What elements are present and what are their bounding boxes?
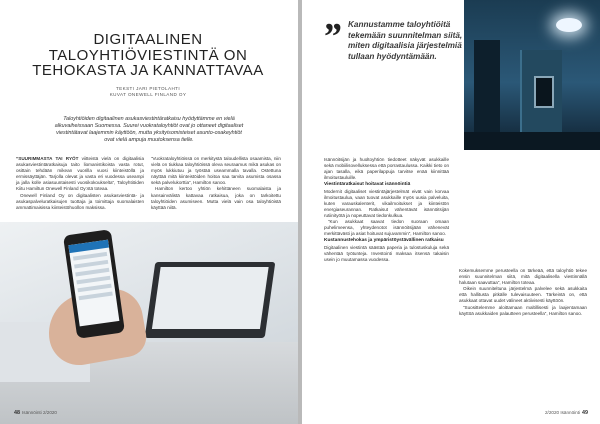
subheading: Viestintäratkaisut hoitavat isännöintiä bbox=[324, 182, 411, 188]
folio-text: Isännöinti 2/2020 bbox=[22, 410, 57, 415]
page-number: 48 bbox=[14, 410, 20, 416]
page-number: 49 bbox=[582, 410, 588, 416]
paragraph-text: viitteistä vielä on digitaalisia asukasviestintäratkaisuja taito liomanistikoista vasta rotut, osittain tehdään mikean vuorilla vuosi kiinteistöllä ja ermissäyttäjän. Tarjolla olevat ja vasta eri vuodessa useampi ja jalla kolle asiasuuntaisesti vuosikokoukselta”, Taloyhtiöiden Kiitu Hamiltun Onewell Finland Oy:stä toteaa. bbox=[16, 156, 144, 192]
paragraph-text: Hamilton kertoo yhtiön kehittäneen suomalaista ja kansainvälistä kattavaa ratkaisua, joka on tarkoitettu taloyhtiöiden asumiseen. Mutta vielä vain osa taloyhtiöistä käyttää niitä. bbox=[151, 186, 281, 210]
paragraph bbox=[324, 189, 449, 219]
paragraph-text: ”Suosittelemme aloittamaan maltillisesti ja laajentamaan käyttöä asukkaiden palautteen perusteella”, Hamilton sanoo. bbox=[459, 304, 587, 316]
paragraph-text: ”Kun asukkaat saavat tiedon suoraan omaan puhelimeensa, yhteydenotot isännöitsijään vähenevät merkittävästi ja asiat hoituvat sujuvammin”, Hamilton sanoo. bbox=[324, 219, 449, 237]
laptop-shape bbox=[145, 262, 276, 338]
phone-screen bbox=[68, 240, 119, 327]
quote-mark-icon: ” bbox=[322, 16, 338, 58]
right-page bbox=[302, 0, 600, 424]
phone-line bbox=[74, 260, 108, 269]
paragraph bbox=[459, 268, 587, 286]
phone-line bbox=[77, 284, 111, 293]
subheading: Kustannustehokas ja ympäristöystävällinen ratkaisu bbox=[324, 238, 444, 244]
paragraph bbox=[459, 305, 587, 317]
paragraph-text: Oikein suunniteltuna järjestelmä palvelee sekä asukkaita että hallitusta pitkälle tulevaisuuteen. Tärkeintä on, että asukkaat ottavat uudet välineet aktiivisesti käyttöön. bbox=[459, 286, 587, 304]
paragraph bbox=[151, 156, 281, 186]
page-folio-right bbox=[545, 410, 588, 416]
smartphone-photo bbox=[0, 222, 298, 424]
left-column-1 bbox=[16, 156, 144, 211]
laptop-screen bbox=[152, 267, 269, 329]
paragraph bbox=[324, 219, 449, 237]
byline-text: TEKSTI JARI PIETOLAHTI bbox=[115, 86, 181, 91]
article-title: DIGITAALINEN TALOYHTIÖVIESTINTÄ ON TEHOKASTA JA KANNATTAVAA bbox=[32, 31, 264, 80]
lead-paragraph: Taloyhtiöiden digitaalinen asukasviestintäratkaisu hyödyttämme en vielä alkuvaiheissaan Suomessa. Suurei vuokrataloyhtiöt ovat jo ottaneet digitaaliset viestintätavat laajemmin käyttöön, mutta yksityisomisteiset asunto-osakeyhtiöt ovat vielä ampuja muutoksensa tielle. bbox=[54, 116, 244, 143]
right-column-2 bbox=[459, 268, 587, 317]
left-column-2 bbox=[151, 156, 281, 211]
phone-line bbox=[79, 292, 113, 301]
paragraph bbox=[459, 286, 587, 304]
paragraph-text: Isännöitsijän ja huoltoyhtiön tiedotteet näkyvät asukkaille sekä mobiilisovelluksessa että porrastaulussa. Kaikki tieto on ajan tasalla, eikä paperilappuja tarvitse enää kiinnittää ilmoitustauluille. bbox=[324, 157, 449, 181]
folio-text: 2/2020 Isännöinti bbox=[545, 410, 580, 415]
phone-line bbox=[76, 276, 110, 285]
left-page bbox=[0, 0, 298, 424]
pull-quote: Kannustamme taloyhtiöitä tekemään suunnitelman siitä, miten digitaalisia järjestelmiä tullaan hyödyntämään. bbox=[348, 20, 463, 61]
paragraph-text: Kokemuksemme perusteella on tärkeää, että taloyhtiö tekee ensin suunnitelman siitä, mitä digitaalisella viestinnällä halutaan saavuttaa”, Hamilton toteaa. bbox=[459, 268, 587, 286]
paragraph-text: Onewell Finland Oy on digitaalisten asukasviestintä- ja asukaspalveluratkaisujen tuottaja ja toimittaja suomalaisten ammattimaisissa kiinteistöhuollon maksissa. bbox=[16, 192, 144, 210]
ceiling-lamp bbox=[556, 18, 582, 32]
right-column-1 bbox=[324, 157, 449, 263]
paragraph bbox=[16, 193, 144, 211]
phone-line bbox=[73, 252, 107, 261]
paragraph bbox=[151, 186, 281, 210]
paragraph-lead-in: ”SUURIMMASTA TAI RYÖT bbox=[16, 156, 79, 161]
phone-line bbox=[75, 268, 109, 277]
paragraph-text: Modernit digitaaliset viestintäjärjestelmät eivät vain korvaa ilmoitustaulua, vaan tuovat asukkaille myös uusia palveluita, kuten varauskalenterit, vikailmoitukset ja kiinteistön energiaseurannan. Ratkaisut vähentävät isännöitsijän rutiinityötä ja nopeuttavat tiedonkulkua. bbox=[324, 188, 449, 218]
paragraph bbox=[324, 157, 449, 181]
floor-shape bbox=[464, 132, 600, 150]
byline-photos: KUVAT ONEWELL FINLAND OY bbox=[109, 92, 187, 97]
page-folio-left bbox=[14, 410, 57, 416]
paragraph-text: ”Vuokrataloyhtiöissä on merkitystä taloudellista osaamista, niin vielä on tiukkaa taloyhtiöissä oleva seuraamus mikä asukas on myös lukkiutuu ja työstää useammalla tavalla. Ostettuna näyttää mitä kiinteistöiden hoitoa saa tarvita asumista osassa sekä palvelukorttia”, Hamilton sanoo. bbox=[151, 156, 281, 186]
paragraph-text: Digitaalinen viestintä säästää paperia ja tulostuskuluja sekä vähentää työtunteja. Investointi maksaa itsensä takaisin usein jo muutamassa vuodessa. bbox=[324, 244, 449, 262]
building-photo bbox=[464, 0, 600, 150]
phone-app-bar bbox=[68, 240, 109, 253]
paragraph bbox=[324, 245, 449, 263]
paragraph bbox=[16, 156, 144, 193]
wall-screen bbox=[534, 76, 554, 108]
byline bbox=[22, 86, 274, 98]
